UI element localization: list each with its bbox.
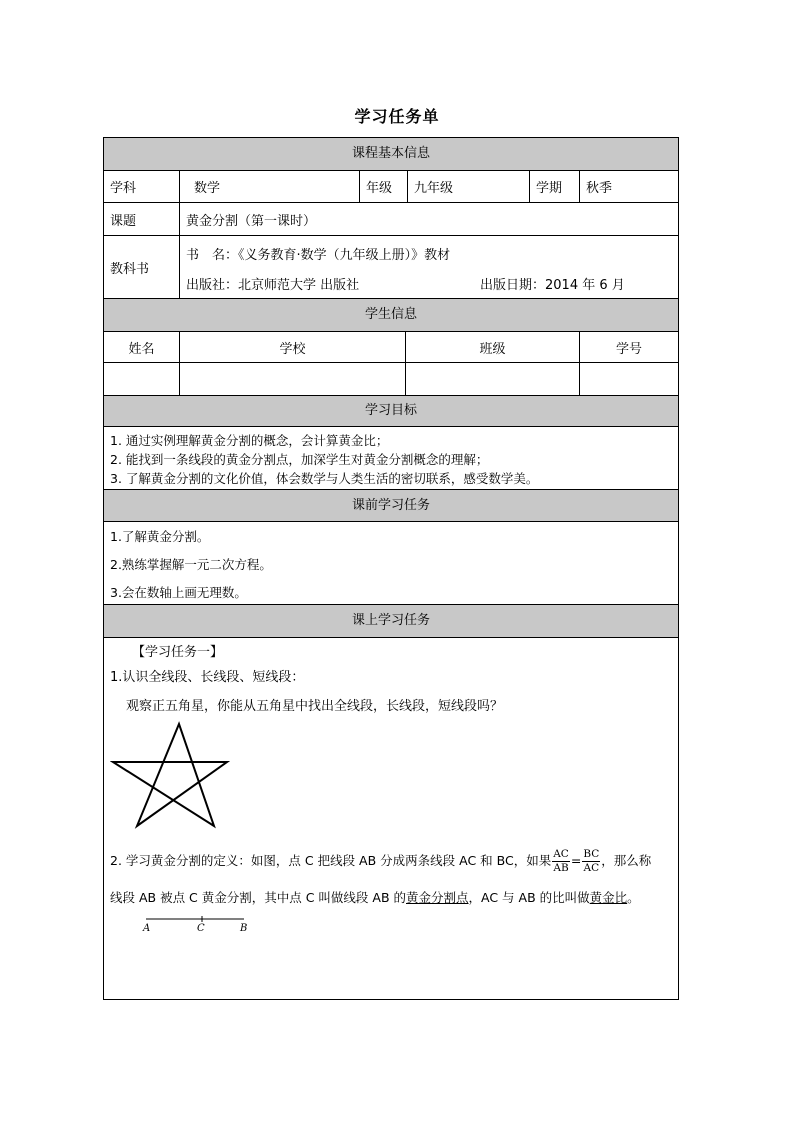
name-field[interactable] (104, 363, 180, 395)
section-course-info (104, 138, 678, 171)
fraction-denominator: AC (583, 862, 600, 874)
header-school: 学校 (180, 332, 406, 362)
subject-label: 学科 (104, 171, 180, 202)
page-title: 学习任务单 (354, 107, 440, 126)
course-meta-row (104, 171, 678, 203)
topic-row (104, 203, 678, 236)
student-input-row (104, 363, 678, 396)
segment-ab-figure (138, 913, 258, 941)
header-student-id: 学号 (615, 341, 642, 357)
class-tasks-content (104, 638, 678, 999)
task-item-2-line-2 (110, 888, 640, 906)
equals-sign: = (570, 853, 582, 868)
grade-label: 年级 (360, 171, 408, 202)
objective-item: 1. 通过实例理解黄金分割的概念，会计算黄金比； (110, 433, 389, 448)
pre-task-item: 3.会在数轴上画无理数。 (110, 585, 247, 600)
task-item-1-question: 观察正五角星，你能从五角星中找出全线段，长线段，短线段吗？ (126, 699, 504, 714)
section-title: 课上学习任务 (351, 613, 430, 628)
term-golden-point: 黄金分割点 (406, 890, 469, 905)
publish-date: 出版日期：2014 年 6 月 (480, 278, 625, 293)
fraction-bc-ac (582, 848, 600, 875)
topic-value: 黄金分割（第一课时） (186, 213, 317, 229)
term-golden-ratio: 黄金比 (589, 890, 628, 905)
section-objectives (104, 396, 678, 427)
book-name: 书 名：《义务教育·数学（九年级上册）》教材 (186, 248, 451, 263)
student-header-row (104, 332, 678, 363)
class-field[interactable] (406, 363, 580, 395)
objective-item: 2. 能找到一条线段的黄金分割点，加深学生对黄金分割概念的理解； (110, 452, 489, 467)
section-title: 课程基本信息 (351, 146, 430, 161)
task-heading: 【学习任务一】 (132, 645, 224, 660)
textbook-label: 教科书 (104, 236, 180, 298)
fraction-numerator: AC (553, 848, 569, 860)
section-pre-tasks (104, 490, 678, 522)
pre-tasks-content (104, 522, 678, 605)
section-title: 课前学习任务 (351, 498, 430, 513)
header-name: 姓名 (104, 332, 180, 362)
objectives-content (104, 427, 678, 490)
topic-label: 课题 (104, 203, 180, 235)
pre-task-item: 2.熟练掌握解一元二次方程。 (110, 557, 272, 572)
fraction-ac-ab (552, 848, 570, 875)
task-sheet-table (103, 137, 679, 1000)
fraction-denominator: AB (553, 862, 569, 874)
task-item-2-line-1 (110, 848, 651, 875)
pre-task-item: 1.了解黄金分割。 (110, 529, 210, 544)
term-label: 学期 (530, 171, 580, 202)
definition-text: 2. 学习黄金分割的定义：如图，点 C 把线段 AB 分成两条线段 AC 和 BC，如果 (110, 853, 552, 868)
section-class-tasks (104, 605, 678, 638)
label-b: B (240, 923, 248, 934)
school-field[interactable] (180, 363, 406, 395)
task-item-1-title: 1.认识全线段、长线段、短线段： (110, 670, 305, 685)
pentagram-star (113, 724, 227, 826)
section-student-info (104, 299, 678, 332)
textbook-row (104, 236, 678, 299)
header-class: 班级 (406, 332, 580, 362)
section-title: 学习目标 (364, 403, 417, 418)
grade-value: 九年级 (408, 171, 530, 202)
textbook-details (180, 236, 678, 298)
term-value: 秋季 (586, 181, 613, 196)
section-title: 学生信息 (364, 307, 417, 322)
definition-text: 线段 AB 被点 C 黄金分割，其中点 C 叫做线段 AB 的 (110, 890, 406, 905)
publisher: 出版社：北京师范大学 出版社 (186, 278, 360, 293)
definition-text-end: ，那么称 (601, 853, 652, 868)
definition-text: 。 (627, 890, 640, 905)
fraction-numerator: BC (583, 848, 600, 860)
pentagram-figure (110, 720, 240, 830)
label-c: C (197, 923, 205, 934)
label-a: A (143, 923, 151, 934)
definition-text: ，AC 与 AB 的比叫做 (468, 890, 590, 905)
subject-value: 数学 (180, 171, 360, 202)
objective-item: 3. 了解黄金分割的文化价值，体会数学与人类生活的密切联系，感受数学美。 (110, 471, 539, 486)
student-id-field[interactable] (580, 363, 678, 395)
